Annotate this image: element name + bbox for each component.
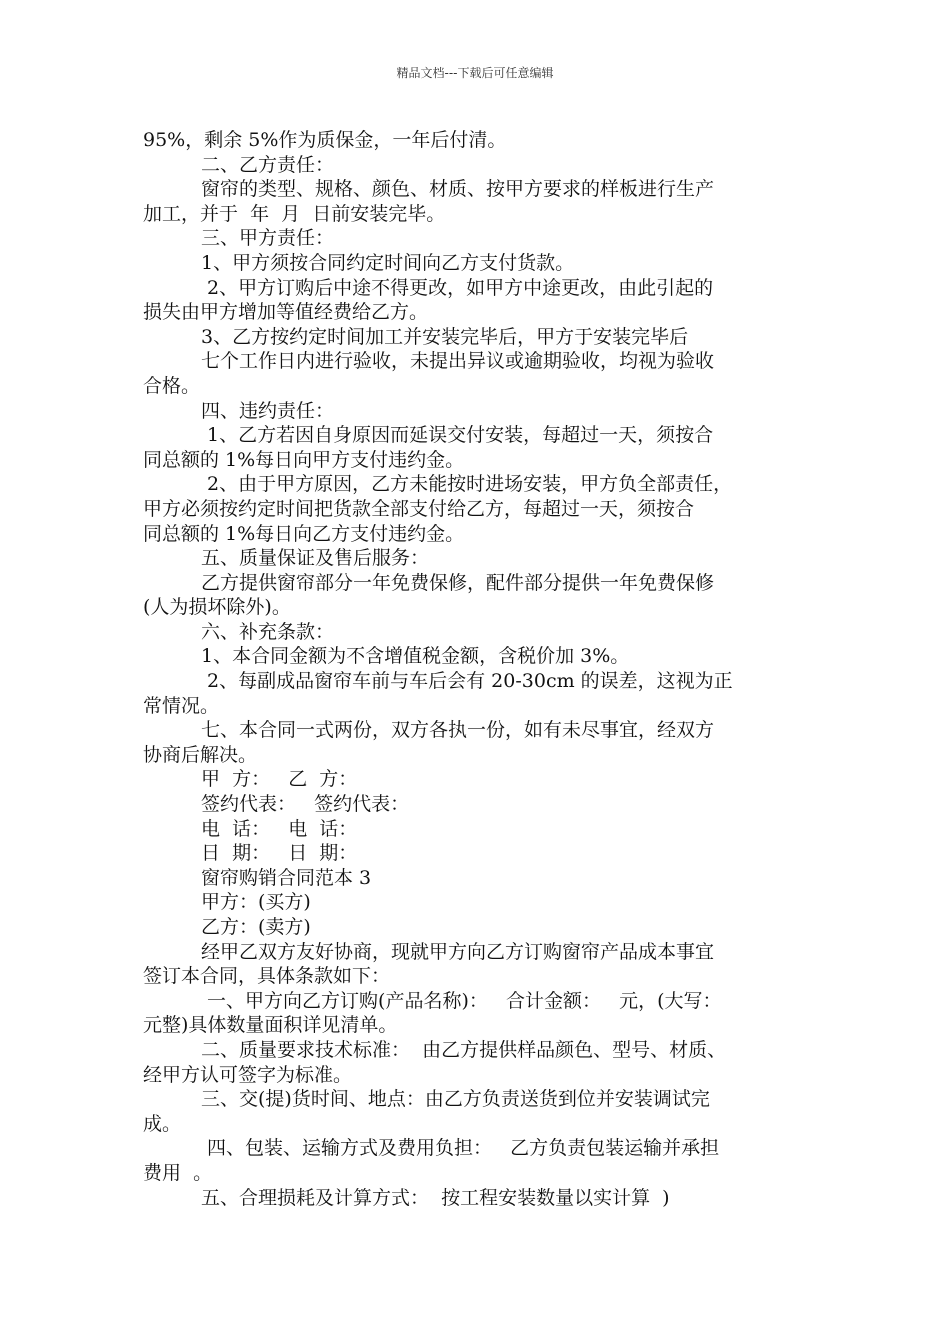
text-line: (人为损坏除外)。 (143, 596, 291, 619)
text-line: 乙方：(卖方) (201, 916, 311, 938)
text-line: 六、补充条款： (201, 620, 335, 643)
text-line: 95%，剩余 5%作为质保金，一年后付清。 (143, 129, 507, 151)
text-line: 协商后解决。 (143, 743, 258, 766)
text-line: 损失由甲方增加等值经费给乙方。 (143, 301, 429, 324)
text-line: 签订本合同，具体条款如下： (143, 965, 391, 988)
text-line: 签约代表： 签约代表： (201, 793, 410, 816)
document-body (143, 128, 843, 1210)
text-line: 常情况。 (143, 694, 220, 717)
text-line: 元整)具体数量面积详见清单。 (143, 1014, 398, 1037)
text-line: 经甲方认可签字为标准。 (143, 1063, 353, 1086)
text-line: 甲 方： 乙 方： (201, 768, 358, 791)
text-line: 甲方必须按约定时间把货款全部支付给乙方，每超过一天，须按合 (143, 497, 695, 520)
text-line: 经甲乙双方友好协商，现就甲方向乙方订购窗帘产品成本事宜 (201, 940, 715, 963)
text-line: 合格。 (143, 374, 201, 397)
text-line: 五、合理损耗及计算方式： 按工程安装数量以实计算 ) (201, 1186, 670, 1209)
text-line: 2、甲方订购后中途不得更改，如甲方中途更改，由此引起的 (201, 276, 714, 299)
text-line: 七个工作日内进行验收，未提出异议或逾期验收，均视为验收 (201, 350, 715, 373)
text-line: 三、甲方责任： (201, 227, 335, 250)
text-line: 日 期： 日 期： (201, 842, 358, 865)
text-line: 七、本合同一式两份，双方各执一份，如有未尽事宜，经双方 (201, 719, 715, 742)
text-line: 五、质量保证及售后服务： (201, 547, 430, 570)
text-line: 窗帘购销合同范本 3 (201, 866, 372, 889)
text-line: 成。 (143, 1112, 182, 1135)
text-line: 2、每副成品窗帘车前与车后会有 20-30cm 的误差，这视为正 (201, 670, 733, 693)
text-line: 窗帘的类型、规格、颜色、材质、按甲方要求的样板进行生产 (201, 178, 715, 201)
text-line: 1、乙方若因自身原因而延误交付安装，每超过一天，须按合 (201, 424, 714, 447)
text-line: 同总额的 1%每日向乙方支付违约金。 (143, 522, 465, 545)
text-line: 1、甲方须按合同约定时间向乙方支付货款。 (201, 251, 575, 274)
text-line: 乙方提供窗帘部分一年免费保修，配件部分提供一年免费保修 (201, 571, 715, 594)
text-line: 加工，并于 年 月 日前安装完毕。 (143, 202, 446, 225)
page-header: 精品文档---下载后可任意编辑 (396, 66, 554, 80)
text-line: 一、甲方向乙方订购(产品名称)： 合计金额： 元，(大写： (201, 989, 722, 1012)
text-line: 三、交(提)货时间、地点：由乙方负责送货到位并安装调试完 (201, 1088, 710, 1111)
text-line: 二、质量要求技术标准： 由乙方提供样品颜色、型号、材质、 (201, 1038, 727, 1061)
text-line: 四、违约责任： (201, 399, 335, 422)
text-line: 电 话： 电 话： (201, 817, 358, 840)
text-line: 甲方：(买方) (201, 891, 311, 914)
text-line: 同总额的 1%每日向甲方支付违约金。 (143, 448, 465, 471)
text-line: 3、乙方按约定时间加工并安装完毕后，甲方于安装完毕后 (201, 325, 689, 348)
text-line: 四、包装、运输方式及费用负担： 乙方负责包装运输并承担 (201, 1137, 720, 1160)
text-line: 费用 。 (143, 1161, 213, 1184)
text-line: 2、由于甲方原因，乙方未能按时进场安装，甲方负全部责任， (201, 473, 733, 496)
text-line: 二、乙方责任： (201, 153, 335, 176)
text-line: 1、本合同金额为不含增值税金额，含税价加 3%。 (201, 645, 630, 668)
